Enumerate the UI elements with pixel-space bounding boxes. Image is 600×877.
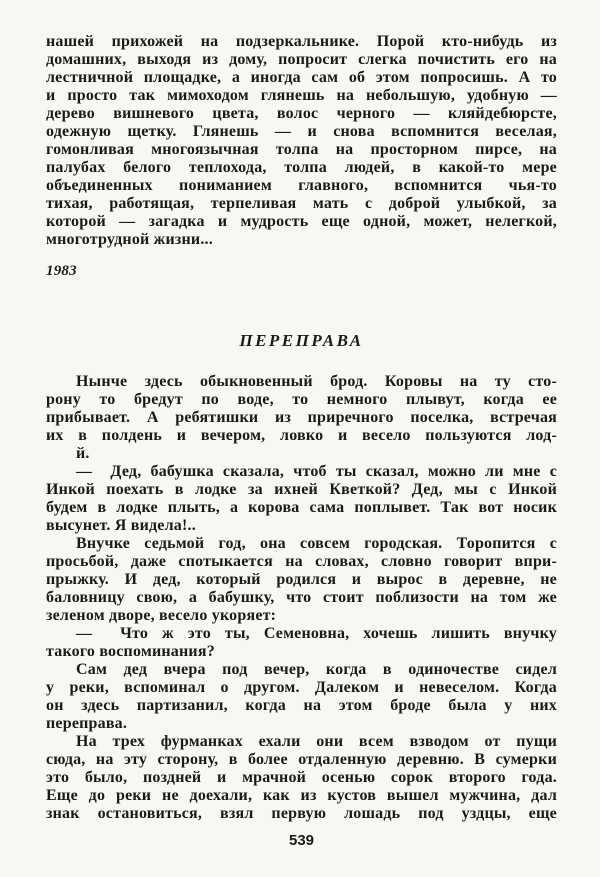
text-line: — Дед, бабушка сказала, чтоб ты сказал, можно ли мне с	[76, 463, 557, 480]
opening-paragraph	[46, 33, 557, 249]
text-line: и просто так мимоходом глянешь на небольшую, удобную —	[46, 87, 557, 104]
text-line: Внучке седьмой год, она совсем городская. Торопится с	[76, 535, 557, 552]
text-column	[46, 33, 557, 849]
text-line: знак остановиться, взял первую лошадь под уздцы, еще	[46, 805, 557, 822]
text-line: Еще до реки не доехали, как из кустов вышел мужчина, дал	[46, 787, 557, 804]
text-line: высунет. Я видела!..	[46, 517, 196, 534]
text-line: нашей прихожей на подзеркальнике. Порой кто-нибудь из	[46, 33, 557, 50]
text-line: Сам дед вчера под вечер, когда в одиночестве сидел	[76, 661, 557, 678]
text-line: Нынче здесь обыкновенный брод. Коровы на ту сто-	[76, 373, 557, 390]
text-line: лестничной площадке, а иногда сам об этом попросишь. А то	[46, 69, 557, 86]
text-line: На трех фурманках ехали они всем взводом от пущи	[76, 733, 557, 750]
text-line: он здесь партизанил, когда на этом броде была у них	[46, 697, 557, 714]
page-number: 539	[288, 832, 315, 849]
text-line: баловницу свою, а бабушку, что стоит поблизости на том же	[46, 589, 557, 606]
text-line: дерево вишневого цвета, волос черного — кляйдебюрсте,	[46, 105, 557, 122]
year-caption: 1983	[46, 263, 77, 279]
text-line: зеленом дворе, весело укоряет:	[46, 607, 277, 624]
text-line: сюда, на эту сторону, в более отдаленную деревню. В сумерки	[46, 751, 557, 768]
text-line: гомонливая многоязычная толпа на просторном пирсе, на	[46, 141, 557, 158]
text-line: их в полдень и вечером, ловко и весело пользуются лод-	[46, 427, 557, 444]
text-line: многотрудной жизни...	[46, 231, 213, 248]
text-line: Инкой поехать в лодке за ихней Кветкой? Дед, мы с Инкой	[46, 481, 557, 498]
text-line: просьбой, даже спотыкается на словах, словно говорит впри-	[46, 553, 557, 570]
text-line: объединенных пониманием главного, вспомнится чья-то	[46, 177, 557, 194]
text-line: домашних, выходя из дому, попросит слегка почистить его на	[46, 51, 557, 68]
text-line: у реки, вспоминал о другом. Далеком и невеселом. Когда	[46, 679, 557, 696]
text-line: переправа.	[46, 715, 128, 732]
text-line: рону то бредут по воде, то немного плывут, когда ее	[46, 391, 557, 408]
text-line: будем в лодке плыть, а корова сама поплывет. Так вот носик	[46, 499, 557, 516]
text-line: прибывает. А ребятишки из приречного поселка, встречая	[46, 409, 557, 426]
text-line: тихая, работящая, терпеливая мать с доброй улыбкой, за	[46, 195, 557, 212]
text-line: палубах белого теплохода, толпа людей, в какой-то мере	[46, 159, 557, 176]
text-line: это было, поздней и мрачной осенью сорок второго года.	[46, 769, 557, 786]
story-text	[46, 373, 557, 823]
text-line: которой — загадка и мудрость еще одной, может, нелегкой,	[46, 213, 557, 230]
text-line: — Что ж это ты, Семеновна, хочешь лишить внучку	[76, 625, 557, 642]
text-line: й.	[76, 445, 90, 462]
text-line: одежную щетку. Глянешь — и снова вспомнится веселая,	[46, 123, 557, 140]
text-line: такого воспоминания?	[46, 643, 215, 660]
text-line: прыжку. И дед, который родился и вырос в деревне, не	[46, 571, 557, 588]
story-title: ПЕРЕПРАВА	[239, 331, 364, 350]
